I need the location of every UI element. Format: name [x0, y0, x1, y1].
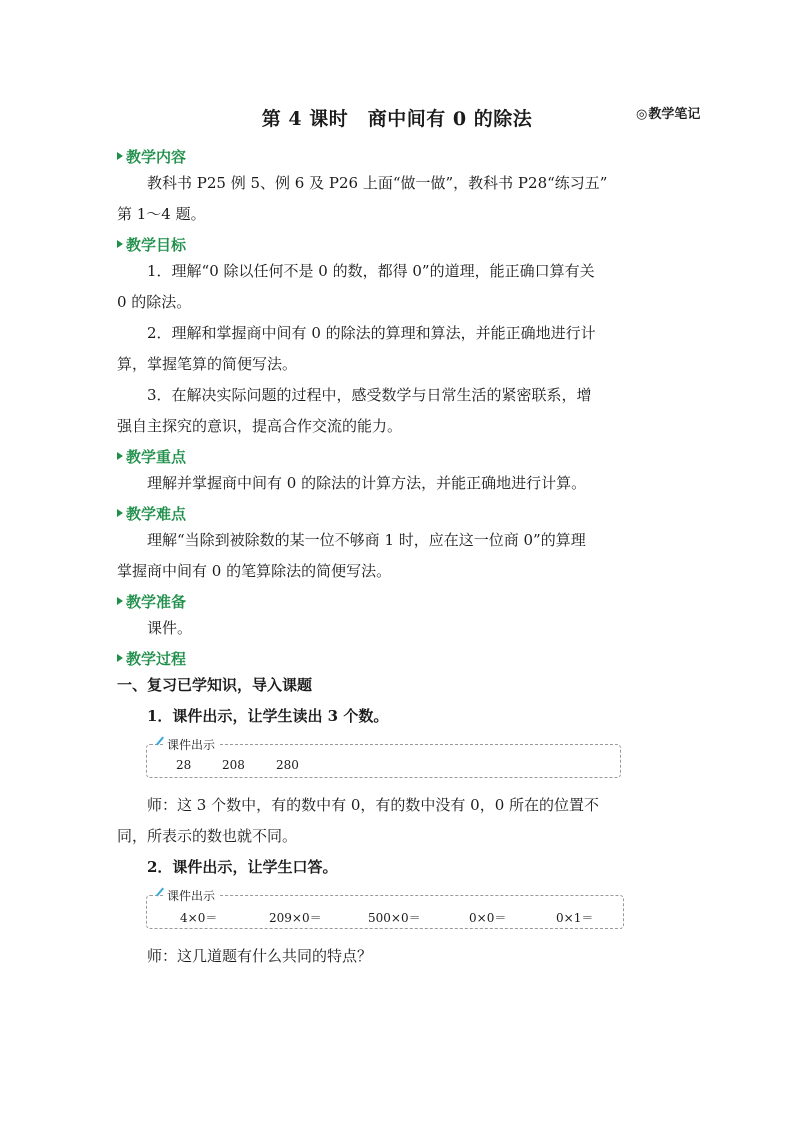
courseware-box	[146, 738, 621, 778]
triangle-bullet-icon	[117, 240, 123, 248]
goal-item: 算，掌握笔算的简便写法。	[117, 355, 298, 373]
part-heading: 一、复习已学知识，导入课题	[117, 676, 313, 694]
courseware-label: 课件出示	[163, 887, 219, 904]
paragraph: 掌握商中间有 0 的笔算除法的简便写法。	[117, 562, 392, 580]
paragraph: 教科书 P25 例 5、例 6 及 P26 上面“做一做”，教科书 P28“练习五”	[147, 174, 608, 192]
section-heading-content: 教学内容	[117, 144, 637, 168]
paragraph: 理解并掌握商中间有 0 的除法的计算方法，并能正确地进行计算。	[147, 474, 587, 492]
step-heading: 1．课件出示，让学生读出 3 个数。	[147, 707, 389, 725]
paragraph: 理解“当除到被除数的某一位不够商 1 时，应在这一位商 0”的算理	[147, 531, 586, 549]
triangle-bullet-icon	[117, 597, 123, 605]
triangle-bullet-icon	[117, 654, 123, 662]
teaching-notes-label: ◎教学笔记	[636, 107, 701, 122]
paragraph: 第 1～4 题。	[117, 205, 206, 223]
step-heading: 2．课件出示，让学生口答。	[147, 858, 338, 876]
goal-item: 2．理解和掌握商中间有 0 的除法的算理和算法，并能正确地进行计	[147, 324, 596, 342]
triangle-bullet-icon	[117, 152, 123, 160]
paragraph: 课件。	[147, 619, 193, 637]
section-heading-prep: 教学准备	[117, 589, 637, 613]
goal-item: 3．在解决实际问题的过程中，感受数学与日常生活的紧密联系，增	[147, 386, 592, 404]
lesson-body	[117, 142, 637, 972]
number: 280	[276, 758, 299, 772]
teacher-line: 同，所表示的数也就不同。	[117, 827, 298, 845]
section-heading-goals: 教学目标	[117, 232, 637, 256]
number: 208	[222, 758, 245, 772]
teacher-line: 师：这 3 个数中，有的数中有 0，有的数中没有 0，0 所在的位置不	[147, 796, 600, 814]
expression: 0×0＝	[469, 911, 507, 925]
section-heading-key: 教学重点	[117, 444, 637, 468]
number: 28	[176, 758, 192, 772]
courseware-box	[146, 889, 624, 929]
section-heading-process: 教学过程	[117, 646, 637, 670]
expression-list	[180, 909, 593, 926]
expression: 0×1＝	[556, 911, 594, 925]
goal-item: 1．理解“0 除以任何不是 0 的数，都得 0”的道理，能正确口算有关	[147, 262, 595, 280]
lesson-title: 第 4 课时 商中间有 0 的除法	[261, 108, 533, 130]
triangle-bullet-icon	[117, 509, 123, 517]
section-heading-difficulty: 教学难点	[117, 501, 637, 525]
teacher-line: 师：这几道题有什么共同的特点？	[147, 947, 373, 965]
goal-item: 强自主探究的意识，提高合作交流的能力。	[117, 417, 403, 435]
expression: 4×0＝	[180, 911, 218, 925]
goal-item: 0 的除法。	[117, 293, 192, 311]
expression: 209×0＝	[269, 911, 322, 925]
courseware-label: 课件出示	[163, 736, 219, 753]
ring-icon: ◎	[636, 107, 648, 122]
expression: 500×0＝	[368, 911, 421, 925]
number-list	[176, 758, 299, 772]
triangle-bullet-icon	[117, 452, 123, 460]
